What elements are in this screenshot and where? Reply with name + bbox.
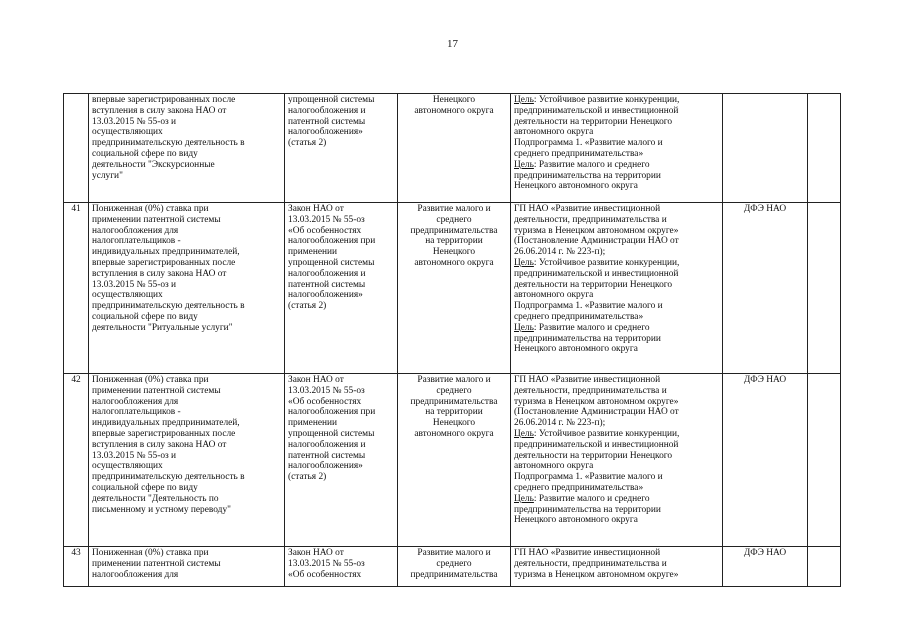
state-program-cell xyxy=(511,547,723,587)
cell-text-line: предпринимательства xyxy=(410,396,498,407)
cell-text-line: на территории xyxy=(425,236,483,247)
program-text: туризма в Ненецком автономном округе» xyxy=(514,225,679,236)
cell-text-line: письменному и устному переводу" xyxy=(92,504,231,515)
cell-text-line: среднего xyxy=(436,558,472,569)
program-text-line xyxy=(514,418,719,429)
legal-act-cell xyxy=(285,374,398,547)
program-text: автономного округа xyxy=(514,461,594,472)
program-text-line xyxy=(514,461,719,472)
program-text: среднего предпринимательства» xyxy=(514,311,644,322)
responsible-cell xyxy=(723,203,808,374)
cell-text-line: Пониженная (0%) ставка при xyxy=(92,375,209,385)
table-row xyxy=(64,547,841,587)
program-text-line xyxy=(514,226,719,237)
cell-text-line: применении xyxy=(288,247,338,258)
benefit-name-cell xyxy=(89,374,285,547)
program-text: среднего предпринимательства» xyxy=(514,482,644,493)
cell-text-line: предпринимательства xyxy=(410,569,498,580)
cell-text-line: 13.03.2015 № 55-оз и xyxy=(92,116,177,127)
indicator-cell xyxy=(808,203,841,374)
cell-text-line: Ненецкого xyxy=(432,247,476,258)
goal-cell xyxy=(398,547,511,587)
indicator-cell xyxy=(808,94,841,203)
goal-cell xyxy=(398,94,511,203)
program-text: среднего предпринимательства» xyxy=(514,148,644,159)
program-text: 26.06.2014 г. № 223-п); xyxy=(514,418,606,429)
program-text: (Постановление Администрации НАО от xyxy=(514,236,679,247)
cell-text-line: налогообложения» xyxy=(288,290,363,301)
goal-label: Цель xyxy=(514,322,534,333)
cell-text-line: деятельности "Ритуальные услуги" xyxy=(92,322,233,333)
program-text-line xyxy=(514,570,719,581)
program-text-line xyxy=(514,386,719,397)
program-text: предпринимательства на территории xyxy=(514,170,661,181)
goal-cell xyxy=(398,203,511,374)
indicator-cell xyxy=(808,374,841,547)
responsible-body: ДФЭ НАО xyxy=(743,204,787,214)
cell-text-line: налогообложения» xyxy=(288,461,363,472)
program-text: Ненецкого автономного округа xyxy=(514,344,638,355)
program-text-line xyxy=(514,204,719,215)
cell-text-line: налогообложения и xyxy=(288,268,366,279)
cell-text-line: Развитие малого и xyxy=(417,375,491,385)
program-text-line xyxy=(514,494,719,505)
cell-text-line: (статья 2) xyxy=(288,138,327,149)
program-text: : Устойчивое развитие конкуренции, xyxy=(533,257,680,268)
program-text-line xyxy=(514,375,719,386)
cell-text-line: налогоплательщиков - xyxy=(92,236,181,247)
table-body xyxy=(64,94,841,587)
program-text-line xyxy=(514,344,719,355)
cell-text-line: налогообложения и xyxy=(288,439,366,450)
cell-text-line: 13.03.2015 № 55-оз xyxy=(288,214,365,225)
program-text: : Развитие малого и среднего xyxy=(533,493,650,504)
program-text-line xyxy=(514,138,719,149)
cell-text-line: (статья 2) xyxy=(288,472,327,483)
responsible-cell xyxy=(723,547,808,587)
program-text: туризма в Ненецком автономном округе» xyxy=(514,396,679,407)
program-text: : Устойчивое развитие конкуренции, xyxy=(533,428,680,439)
program-text-line xyxy=(514,407,719,418)
program-text-line xyxy=(514,323,719,334)
program-text-line xyxy=(514,258,719,269)
goal-label: Цель xyxy=(514,428,534,439)
program-text-line xyxy=(514,301,719,312)
program-text: : Устойчивое развитие конкуренции, xyxy=(533,95,680,105)
cell-text-line: Развитие малого и xyxy=(417,204,491,214)
cell-text-line: применении патентной системы xyxy=(92,214,221,225)
program-text: автономного округа xyxy=(514,290,594,301)
row-number-cell xyxy=(64,94,89,203)
benefit-name-cell xyxy=(89,203,285,374)
program-text-line xyxy=(514,117,719,128)
cell-text-line: налогообложения при xyxy=(288,236,376,247)
program-text-line xyxy=(514,429,719,440)
program-text: Ненецкого автономного округа xyxy=(514,515,638,526)
cell-text-line: упрощенной системы xyxy=(288,428,375,439)
cell-text-line: впервые зарегистрированных после xyxy=(92,257,236,268)
cell-text-line: применении патентной системы xyxy=(92,385,221,396)
program-text: деятельности на территории Ненецкого xyxy=(514,279,673,290)
goal-label: Цель xyxy=(514,257,534,268)
cell-text-line: вступления в силу закона НАО от xyxy=(92,105,227,116)
benefit-name-cell xyxy=(89,547,285,587)
program-text-line xyxy=(514,397,719,408)
cell-text-line: среднего xyxy=(436,385,472,396)
indicator-cell xyxy=(808,547,841,587)
program-text-line xyxy=(514,472,719,483)
goal-label: Цель xyxy=(514,159,534,170)
responsible-cell xyxy=(723,374,808,547)
program-text-line xyxy=(514,236,719,247)
program-text-line xyxy=(514,106,719,117)
program-text-line xyxy=(514,181,719,192)
program-text-line xyxy=(514,483,719,494)
cell-text-line: предпринимательскую деятельность в xyxy=(92,472,245,483)
cell-text-line: Ненецкого xyxy=(432,95,476,105)
cell-text-line: социальной сфере по виду xyxy=(92,311,198,322)
cell-text-line: «Об особенностях xyxy=(288,225,362,236)
cell-text-line: осуществляющих xyxy=(92,127,163,138)
program-text-line xyxy=(514,334,719,345)
row-number: 43 xyxy=(71,548,81,558)
cell-text-line: упрощенной системы xyxy=(288,95,375,105)
program-text: ГП НАО «Развитие инвестиционной xyxy=(514,204,661,214)
row-number: 41 xyxy=(71,204,81,214)
program-text-line xyxy=(514,290,719,301)
program-text: предпринимательской и инвестиционной xyxy=(514,439,679,450)
program-text-line xyxy=(514,160,719,171)
cell-text-line: автономного округа xyxy=(414,257,494,268)
program-text-line xyxy=(514,548,719,559)
cell-text-line: Ненецкого xyxy=(432,418,476,429)
program-text-line xyxy=(514,312,719,323)
program-text: предпринимательства на территории xyxy=(514,333,661,344)
program-text: (Постановление Администрации НАО от xyxy=(514,407,679,418)
cell-text-line: предпринимательскую деятельность в xyxy=(92,138,245,149)
program-text: автономного округа xyxy=(514,127,594,138)
cell-text-line: услуги" xyxy=(92,170,123,181)
cell-text-line: налогообложения и xyxy=(288,105,366,116)
row-number-cell xyxy=(64,374,89,547)
program-text-line xyxy=(514,127,719,138)
responsible-cell xyxy=(723,94,808,203)
program-text: деятельности на территории Ненецкого xyxy=(514,116,673,127)
table-row xyxy=(64,374,841,547)
cell-text-line: предпринимательства xyxy=(410,225,498,236)
responsible-body: ДФЭ НАО xyxy=(743,375,787,385)
state-program-cell xyxy=(511,203,723,374)
cell-text-line: индивидуальных предпринимателей, xyxy=(92,247,240,258)
state-program-cell xyxy=(511,374,723,547)
table-row xyxy=(64,94,841,203)
program-text: деятельности, предпринимательства и xyxy=(514,214,667,225)
cell-text-line: на территории xyxy=(425,407,483,418)
program-text-line xyxy=(514,215,719,226)
cell-text-line: Закон НАО от xyxy=(288,375,344,385)
program-text-line xyxy=(514,451,719,462)
cell-text-line: автономного округа xyxy=(414,105,494,116)
goal-label: Цель xyxy=(514,95,534,105)
cell-text-line: патентной системы xyxy=(288,279,366,290)
program-text: ГП НАО «Развитие инвестиционной xyxy=(514,548,661,558)
cell-text-line: налогоплательщиков - xyxy=(92,407,181,418)
cell-text-line: предпринимательскую деятельность в xyxy=(92,301,245,312)
cell-text-line: 13.03.2015 № 55-оз xyxy=(288,558,365,569)
cell-text-line: вступления в силу закона НАО от xyxy=(92,439,227,450)
program-text: ГП НАО «Развитие инвестиционной xyxy=(514,375,661,385)
cell-text-line: применении патентной системы xyxy=(92,558,221,569)
cell-text-line: упрощенной системы xyxy=(288,257,375,268)
cell-text-line: Пониженная (0%) ставка при xyxy=(92,548,209,558)
row-number-cell xyxy=(64,203,89,374)
cell-text-line: Развитие малого и xyxy=(417,548,491,558)
cell-text-line: 13.03.2015 № 55-оз и xyxy=(92,450,177,461)
cell-text-line: осуществляющих xyxy=(92,290,163,301)
goal-label: Цель xyxy=(514,493,534,504)
program-text: : Развитие малого и среднего xyxy=(533,159,650,170)
program-text-line xyxy=(514,269,719,280)
program-text: деятельности на территории Ненецкого xyxy=(514,450,673,461)
cell-text-line: осуществляющих xyxy=(92,461,163,472)
cell-text-line: «Об особенностях xyxy=(288,396,362,407)
cell-text-line: социальной сфере по виду xyxy=(92,148,198,159)
program-text-line xyxy=(514,505,719,516)
legal-act-cell xyxy=(285,94,398,203)
program-text-line xyxy=(514,95,719,106)
program-text: деятельности, предпринимательства и xyxy=(514,385,667,396)
benefit-name-cell xyxy=(89,94,285,203)
legal-act-cell xyxy=(285,547,398,587)
state-program-cell xyxy=(511,94,723,203)
row-number: 42 xyxy=(71,375,81,385)
cell-text-line: деятельности "Деятельность по xyxy=(92,493,219,504)
program-text: предпринимательства на территории xyxy=(514,504,661,515)
cell-text-line: применении xyxy=(288,418,338,429)
program-text-line xyxy=(514,280,719,291)
program-text: Подпрограмма 1. «Развитие малого и xyxy=(514,301,663,312)
cell-text-line: вступления в силу закона НАО от xyxy=(92,268,227,279)
cell-text-line: патентной системы xyxy=(288,116,366,127)
program-text-line xyxy=(514,149,719,160)
cell-text-line: индивидуальных предпринимателей, xyxy=(92,418,240,429)
program-text-line xyxy=(514,559,719,570)
responsible-body: ДФЭ НАО xyxy=(743,548,787,558)
cell-text-line: патентной системы xyxy=(288,450,366,461)
cell-text-line: 13.03.2015 № 55-оз и xyxy=(92,279,177,290)
cell-text-line: деятельности "Экскурсионные xyxy=(92,159,215,170)
page-number: 17 xyxy=(447,38,458,50)
cell-text-line: Закон НАО от xyxy=(288,548,344,558)
cell-text-line: впервые зарегистрированных после xyxy=(92,95,236,105)
cell-text-line: среднего xyxy=(436,214,472,225)
row-number-cell xyxy=(64,547,89,587)
goal-cell xyxy=(398,374,511,547)
cell-text-line: автономного округа xyxy=(414,428,494,439)
program-text: Ненецкого автономного округа xyxy=(514,181,638,192)
program-text: Подпрограмма 1. «Развитие малого и xyxy=(514,472,663,483)
program-text: Подпрограмма 1. «Развитие малого и xyxy=(514,138,663,149)
program-text: предпринимательской и инвестиционной xyxy=(514,268,679,279)
cell-text-line: 13.03.2015 № 55-оз xyxy=(288,385,365,396)
program-text: 26.06.2014 г. № 223-п); xyxy=(514,247,606,258)
cell-text-line: налогообложения при xyxy=(288,407,376,418)
program-text: туризма в Ненецком автономном округе» xyxy=(514,569,679,580)
program-text: деятельности, предпринимательства и xyxy=(514,558,667,569)
cell-text-line: впервые зарегистрированных после xyxy=(92,428,236,439)
legal-act-cell xyxy=(285,203,398,374)
program-text-line xyxy=(514,171,719,182)
cell-text-line: (статья 2) xyxy=(288,301,327,312)
tax-benefits-table xyxy=(63,93,841,587)
program-text: предпринимательской и инвестиционной xyxy=(514,105,679,116)
cell-text-line: Закон НАО от xyxy=(288,204,344,214)
cell-text-line: налогообложения для xyxy=(92,569,179,580)
table-row xyxy=(64,203,841,374)
cell-text-line: налогообложения» xyxy=(288,127,363,138)
program-text-line xyxy=(514,515,719,526)
cell-text-line: социальной сфере по виду xyxy=(92,482,198,493)
program-text-line xyxy=(514,247,719,258)
cell-text-line: налогообложения для xyxy=(92,396,179,407)
cell-text-line: «Об особенностях xyxy=(288,569,362,580)
program-text: : Развитие малого и среднего xyxy=(533,322,650,333)
program-text-line xyxy=(514,440,719,451)
cell-text-line: Пониженная (0%) ставка при xyxy=(92,204,209,214)
cell-text-line: налогообложения для xyxy=(92,225,179,236)
